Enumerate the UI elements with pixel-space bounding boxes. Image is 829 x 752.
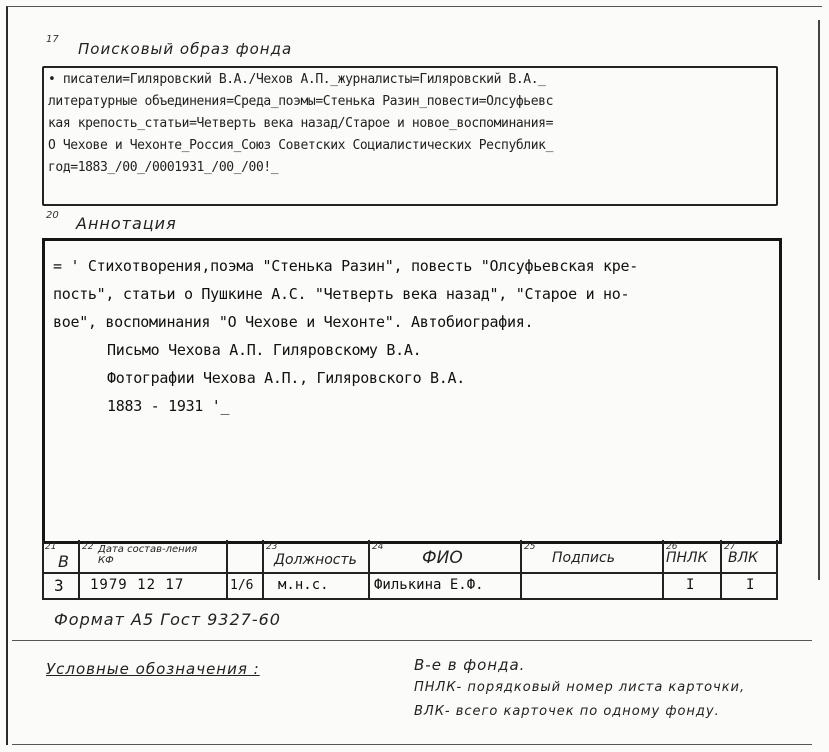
value-position: м.н.с. [278,577,329,593]
table-col-divider [368,540,370,600]
header-num-vlk: 27 [724,542,736,552]
annotation-title: Аннотация [76,214,177,233]
annotation-field-number: 20 [46,210,59,221]
table-col-divider [520,540,522,600]
header-date: Дата состав-ления КФ [98,544,198,566]
annotation-line-6: 1883 - 1931 '_ [107,397,230,415]
search-line-5: год=1883_/00_/0001931_/00_/00!_ [48,160,279,175]
annotation-line-1: = ' Стихотворения,поэма "Стенька Разин", повесть "Олсуфьевская кре- [53,257,638,275]
header-fio: ФИО [422,548,463,568]
card-bottom-edge [12,744,812,745]
search-line-3: кая крепость_статьи=Четверть века назад/Старое и новое_воспоминания= [48,116,554,131]
legend-item-vlk: ВЛК- всего карточек по одному фонду. [414,704,720,719]
header-num-pnlk: 26 [666,542,678,552]
table-col-divider [662,540,664,600]
card-right-edge [818,20,820,580]
header-pnlk: ПНЛК [666,550,708,566]
header-signature: Подпись [552,550,615,566]
search-field-number: 17 [46,34,59,45]
annotation-box [42,238,782,544]
format-divider [12,640,812,641]
header-position: Должность [274,552,357,568]
table-bottom-border [42,598,778,600]
value-code: 1/6 [230,578,254,593]
table-col-divider [720,540,722,600]
value-fio: Филькина Е.Ф. [374,577,484,593]
value-date: 1979 12 17 [90,577,185,593]
header-vlk: ВЛК [728,550,759,566]
value-vlk: I [746,577,755,593]
header-v: В [58,552,69,571]
search-title: Поисковый образ фонда [78,40,293,58]
table-col-divider [226,540,228,600]
annotation-line-3: вое", воспоминания "О Чехове и Чехонте". Автобиография. [53,313,534,331]
search-line-4: О Чехове и Чехонте_Россия_Союз Советских Социалистических Республик_ [48,138,554,153]
table-border-left [42,540,44,600]
search-line-2: литературные объединения=Среда_поэмы=Стенька Разин_повести=Олсуфьевс [48,94,554,109]
annotation-line-2: пость", статьи о Пушкине А.С. "Четверть века назад", "Старое и но- [53,285,630,303]
header-num-v: 21 [45,542,57,552]
header-num-fio: 24 [372,542,384,552]
header-num-position: 23 [266,542,278,552]
legend-item-pnlk: ПНЛК- порядковый номер листа карточки, [414,680,746,695]
annotation-line-4: Письмо Чехова А.П. Гиляровскому В.А. [107,341,422,359]
table-col-divider [78,540,80,600]
search-line-1: • писатели=Гиляровский В.А./Чехов А.П._журналисты=Гиляровский В.А._ [48,72,546,87]
table-row-divider [42,572,778,574]
value-v: 3 [54,576,64,595]
table-col-divider [262,540,264,600]
legend-title: Условные обозначения : [46,660,260,678]
header-num-date: 22 [82,542,94,552]
format-note: Формат А5 Гост 9327-60 [54,610,281,629]
legend-item-v: В-е в фонда. [414,656,526,674]
card-metadata-table [42,540,778,600]
table-border-right [776,540,778,600]
search-image-box [42,66,778,206]
annotation-line-5: Фотографии Чехова А.П., Гиляровского В.А. [107,369,465,387]
value-pnlk: I [686,577,695,593]
header-num-signature: 25 [524,542,536,552]
